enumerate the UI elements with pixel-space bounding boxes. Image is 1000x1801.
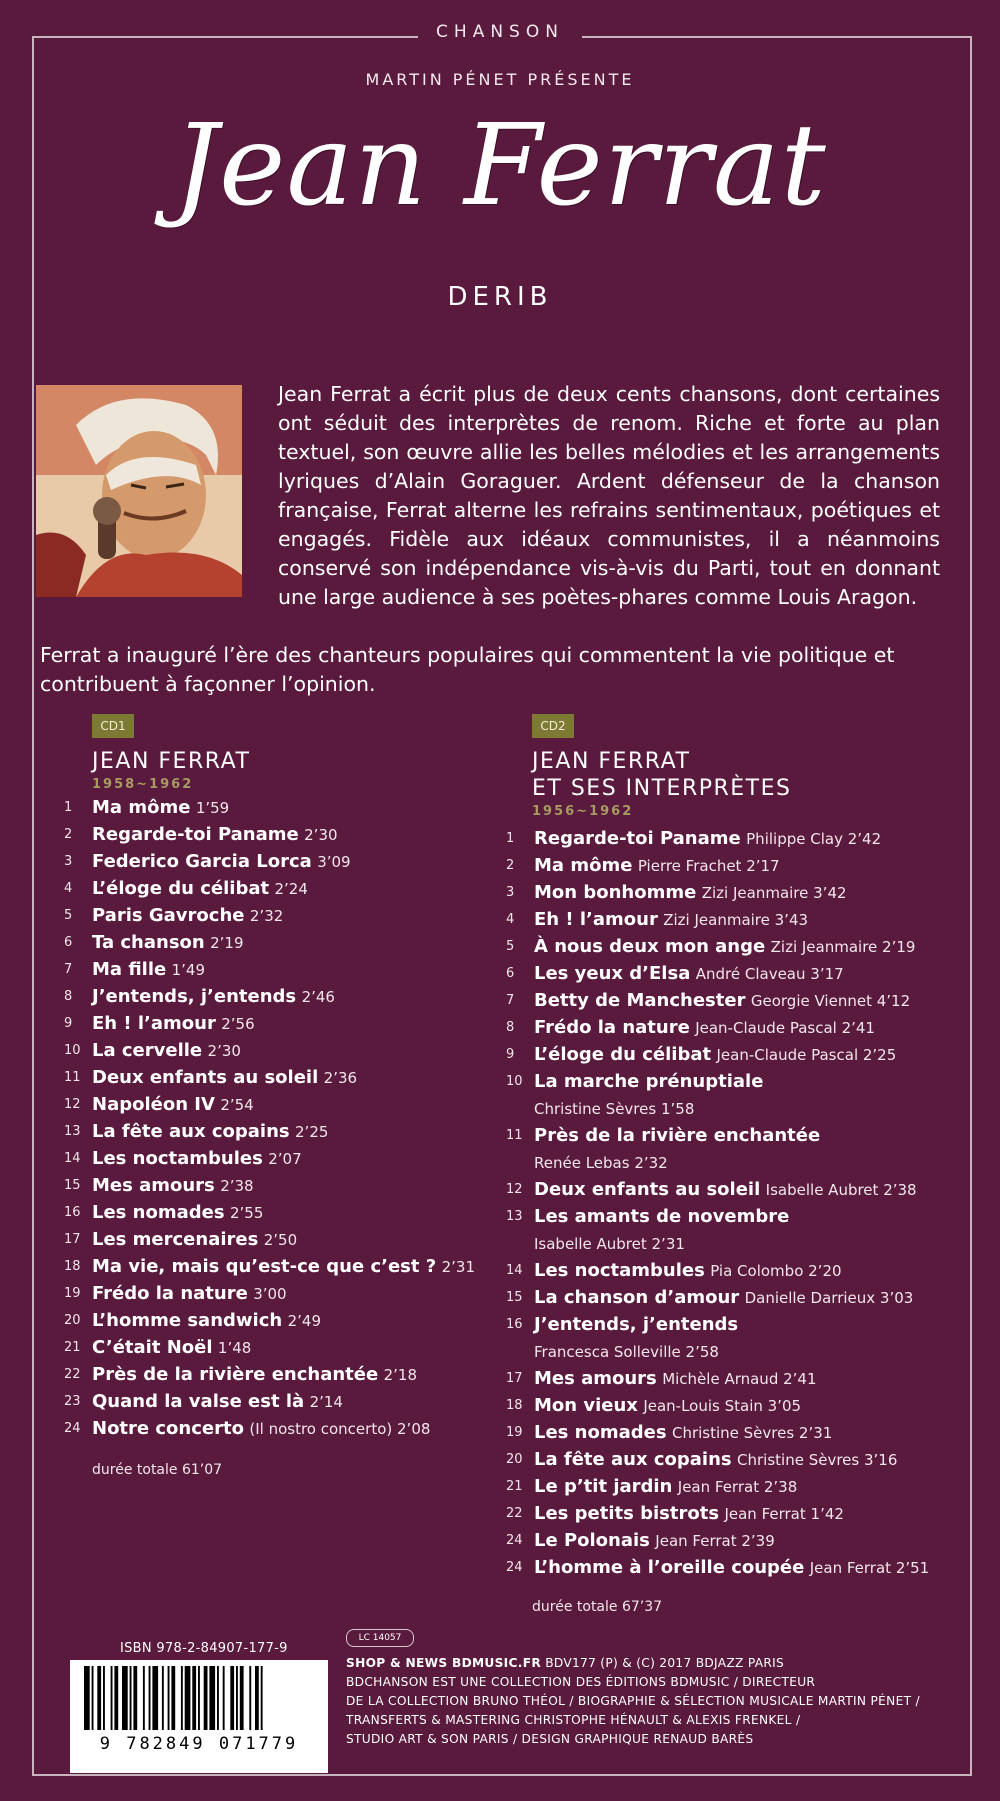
track-row: [64, 1226, 464, 1253]
track-number: 16: [506, 1317, 523, 1332]
track-text: [534, 1041, 896, 1069]
track-text: [534, 1014, 875, 1042]
track-text: [92, 929, 244, 957]
track-row: [64, 1388, 464, 1415]
track-row: [64, 1172, 464, 1199]
track-text: [92, 1145, 302, 1173]
track-title: Betty de Manchester: [534, 990, 746, 1011]
track-number: 12: [64, 1097, 81, 1112]
track-row: [506, 1446, 976, 1473]
barcode-bar: [261, 1666, 263, 1730]
track-info: 2’56: [221, 1015, 255, 1033]
track-title: Le Polonais: [534, 1530, 650, 1551]
barcode-bar: [217, 1666, 219, 1730]
track-text: [92, 875, 308, 903]
track-title: Frédo la nature: [534, 1017, 690, 1038]
barcode-bar: [249, 1666, 251, 1730]
track-row: [64, 794, 464, 821]
cd1-tracklist: [64, 794, 476, 1442]
track-info: Jean-Claude Pascal 2’41: [695, 1019, 875, 1037]
track-title: J’entends, j’entends: [534, 1314, 739, 1335]
track-row: [64, 821, 464, 848]
track-text: [534, 1419, 832, 1447]
track-row: [506, 1473, 976, 1500]
artist-title: Jean Ferrat: [173, 101, 827, 231]
track-row: [506, 1311, 976, 1365]
track-number: 24: [506, 1560, 523, 1575]
barcode-bar: [97, 1666, 101, 1730]
track-title: Paris Gavroche: [92, 905, 245, 926]
barcode-bar: [84, 1666, 90, 1730]
track-text: [92, 956, 205, 984]
track-text: [534, 825, 881, 853]
track-text: [92, 1415, 430, 1443]
track-row: [506, 906, 976, 933]
track-row: [64, 1037, 464, 1064]
track-number: 15: [64, 1178, 81, 1193]
track-title: Napoléon IV: [92, 1094, 215, 1115]
track-text: [92, 821, 338, 849]
track-row: [64, 956, 464, 983]
track-number: 1: [64, 800, 73, 815]
biography-paragraph-continued: Ferrat a inauguré l’ère des chanteurs populaires qui commentent la vie politique et contribuent à façonner l’opinion.: [40, 643, 895, 696]
track-number: 22: [64, 1367, 81, 1382]
barcode-bar: [92, 1666, 94, 1730]
barcode-bar: [149, 1666, 151, 1730]
track-title: L’éloge du célibat: [534, 1044, 712, 1065]
track-info: Zizi Jeanmaire 3’43: [663, 911, 809, 929]
track-info: 2’19: [210, 934, 244, 952]
track-number: 14: [506, 1263, 523, 1278]
track-text: [92, 1226, 297, 1254]
track-text: [534, 1122, 820, 1177]
track-number: 6: [64, 935, 73, 950]
track-row: [506, 1257, 976, 1284]
barcode-bar: [192, 1666, 196, 1730]
track-title: Mes amours: [92, 1175, 215, 1196]
track-text: [534, 1446, 897, 1474]
track-text: [534, 1500, 844, 1528]
track-row: [506, 1068, 976, 1122]
isbn-text: ISBN 978-2-84907-177-9: [120, 1641, 288, 1656]
track-title: La fête aux copains: [92, 1121, 290, 1142]
barcode-bar: [255, 1666, 259, 1730]
track-row: [64, 1415, 464, 1442]
barcode-digits: 9 782849 071779: [99, 1734, 299, 1754]
track-text: [534, 1068, 763, 1123]
track-row: [64, 1361, 464, 1388]
track-number: 6: [506, 966, 515, 981]
cd2-total-duration: durée totale 67’37: [532, 1599, 663, 1615]
track-performer: Renée Lebas 2’32: [534, 1154, 668, 1172]
track-title: Deux enfants au soleil: [92, 1067, 319, 1088]
cd2-tracklist: [506, 825, 976, 1581]
track-row: [64, 983, 464, 1010]
track-row: [506, 1041, 976, 1068]
cd1-badge: CD1: [92, 714, 134, 738]
track-text: [534, 1554, 929, 1582]
cd1-total-duration: durée totale 61’07: [92, 1462, 223, 1478]
track-row: [64, 1091, 464, 1118]
track-row: [64, 1307, 464, 1334]
track-title: À nous deux mon ange: [534, 936, 766, 957]
track-title: Ma fille: [92, 959, 167, 980]
track-text: [534, 1392, 801, 1420]
track-number: 13: [506, 1209, 523, 1224]
track-title: Les nomades: [534, 1422, 667, 1443]
track-number: 12: [506, 1182, 523, 1197]
track-row: [64, 902, 464, 929]
credits-line-1: [346, 1654, 956, 1673]
track-row: [506, 1419, 976, 1446]
credits-line-3: DE LA COLLECTION BRUNO THÉOL / BIOGRAPHIE & SÉLECTION MUSICALE MARTIN PÉNET /: [346, 1694, 920, 1708]
track-number: 1: [506, 831, 515, 846]
credits-line-2: BDCHANSON EST UNE COLLECTION DES ÉDITIONS BDMUSIC / DIRECTEUR: [346, 1675, 816, 1689]
credits-block: [346, 1654, 956, 1749]
track-row: [506, 987, 976, 1014]
track-info: 3’09: [317, 853, 351, 871]
cd2-years: 1956~1962: [532, 804, 634, 819]
track-number: 18: [64, 1259, 81, 1274]
track-row: [506, 825, 976, 852]
track-info: 2’55: [229, 1204, 264, 1222]
track-info: 2’30: [207, 1042, 241, 1060]
track-number: 22: [506, 1506, 523, 1521]
track-text: [534, 1527, 775, 1555]
track-title: Frédo la nature: [92, 1283, 248, 1304]
track-text: [92, 983, 335, 1011]
cd2-badge: CD2: [532, 714, 574, 738]
track-number: 16: [64, 1205, 81, 1220]
barcode-bar: [240, 1666, 244, 1730]
track-number: 11: [64, 1070, 81, 1085]
track-info: Jean-Claude Pascal 2’25: [716, 1046, 897, 1064]
track-row: [64, 1010, 464, 1037]
track-text: [534, 933, 915, 961]
track-title: Les mercenaires: [92, 1229, 259, 1250]
track-title: Deux enfants au soleil: [534, 1179, 761, 1200]
track-text: [534, 879, 847, 907]
track-info: 2’54: [220, 1096, 254, 1114]
track-text: [92, 1037, 241, 1065]
track-row: [506, 1203, 976, 1257]
track-row: [506, 1554, 976, 1581]
track-info: 2’24: [274, 880, 308, 898]
barcode-bar: [122, 1666, 128, 1730]
track-text: [534, 1311, 738, 1366]
track-text: [534, 1203, 789, 1258]
track-title: La marche prénuptiale: [534, 1071, 764, 1092]
series-label: CHANSON: [0, 22, 1000, 42]
track-text: [92, 1091, 254, 1119]
track-number: 8: [506, 1020, 515, 1035]
track-number: 17: [506, 1371, 523, 1386]
track-info: Philippe Clay 2’42: [746, 830, 882, 848]
track-text: [534, 852, 780, 880]
portrait-illustration: [36, 385, 242, 597]
track-info: (Il nostro concerto) 2’08: [249, 1420, 431, 1438]
track-row: [64, 1064, 464, 1091]
track-row: [64, 1280, 464, 1307]
track-number: 14: [64, 1151, 81, 1166]
track-row: [506, 879, 976, 906]
track-number: 20: [506, 1452, 523, 1467]
track-info: 3’00: [253, 1285, 287, 1303]
track-number: 24: [506, 1533, 523, 1548]
track-number: 21: [506, 1479, 523, 1494]
track-info: 2’30: [304, 826, 338, 844]
track-row: [506, 933, 976, 960]
copyright-text: BDV177 (P) & (C) 2017 BDJAZZ PARIS: [545, 1656, 785, 1670]
track-text: [92, 1280, 287, 1308]
track-text: [534, 906, 808, 934]
track-number: 19: [64, 1286, 81, 1301]
track-info: Jean-Louis Stain 3’05: [643, 1397, 802, 1415]
track-number: 10: [64, 1043, 81, 1058]
barcode-bar: [209, 1666, 215, 1730]
track-title: Regarde-toi Paname: [534, 828, 741, 849]
barcode-bar: [230, 1666, 234, 1730]
track-info: Pia Colombo 2’20: [710, 1262, 842, 1280]
track-text: [92, 794, 229, 822]
track-info: Zizi Jeanmaire 2’19: [770, 938, 916, 956]
track-title: Regarde-toi Paname: [92, 824, 299, 845]
track-info: 2’49: [287, 1312, 321, 1330]
barcode-bar: [223, 1666, 225, 1730]
track-title: Les nomades: [92, 1202, 225, 1223]
track-row: [64, 1334, 464, 1361]
track-info: 2’38: [220, 1177, 254, 1195]
track-title: Mon vieux: [534, 1395, 638, 1416]
track-number: 13: [64, 1124, 81, 1139]
track-text: [92, 1388, 343, 1416]
credits-line-5: STUDIO ART & SON PARIS / DESIGN GRAPHIQUE RENAUD BARÈS: [346, 1732, 754, 1746]
track-info: Pierre Frachet 2’17: [637, 857, 780, 875]
track-number: 9: [506, 1047, 515, 1062]
track-info: 2’14: [309, 1393, 343, 1411]
credits-line-4: TRANSFERTS & MASTERING CHRISTOPHE HÉNAULT & ALEXIS FRENKEL /: [346, 1713, 801, 1727]
track-row: [64, 929, 464, 956]
track-info: Danielle Darrieux 3’03: [744, 1289, 914, 1307]
biography-paragraph: Jean Ferrat a écrit plus de deux cents chansons, dont certaines ont séduit des interprètes de renom. Riche et forte au plan textuel, son œuvre allie les belles mélodies et les arrangements lyriques d’Alain Goraguer. Ardent défenseur de la chanson française, Ferrat alterne les refrains sentimentaux, poétiques et engagés. Fidèle aux idéaux communistes, il a néanmoins conservé son indépendance vis-à-vis du Parti, tout en donnant une large audience à ses poètes-phares comme Louis Aragon.: [278, 382, 940, 609]
cd2-title-line1: JEAN FERRAT: [532, 749, 691, 774]
track-title: Ma môme: [534, 855, 633, 876]
barcode-bar: [103, 1666, 105, 1730]
track-info: Christine Sèvres 3’16: [737, 1451, 898, 1469]
barcode-bar: [143, 1666, 145, 1730]
track-number: 9: [64, 1016, 73, 1031]
track-number: 17: [64, 1232, 81, 1247]
barcode-bar: [185, 1666, 191, 1730]
track-number: 4: [506, 912, 515, 927]
track-info: Michèle Arnaud 2’41: [662, 1370, 817, 1388]
track-number: 2: [64, 827, 73, 842]
track-number: 2: [506, 858, 515, 873]
track-number: 7: [506, 993, 515, 1008]
barcode-bar: [133, 1666, 137, 1730]
track-number: 21: [64, 1340, 81, 1355]
track-info: 1’48: [217, 1339, 252, 1357]
track-row: [64, 1118, 464, 1145]
track-info: Jean Ferrat 2’51: [809, 1559, 930, 1577]
track-title: Eh ! l’amour: [92, 1013, 216, 1034]
illustrator-name: DERIB: [447, 282, 553, 312]
track-info: 2’25: [295, 1123, 329, 1141]
track-text: [534, 1257, 842, 1285]
track-row: [506, 1284, 976, 1311]
track-text: [92, 1118, 328, 1146]
track-title: Federico Garcia Lorca: [92, 851, 312, 872]
track-title: Eh ! l’amour: [534, 909, 658, 930]
track-title: La chanson d’amour: [534, 1287, 740, 1308]
track-info: 2’36: [323, 1069, 358, 1087]
barcode-bar: [162, 1666, 164, 1730]
track-title: Ma môme: [92, 797, 191, 818]
track-number: 3: [506, 885, 515, 900]
track-number: 15: [506, 1290, 523, 1305]
track-title: L’homme à l’oreille coupée: [534, 1557, 805, 1578]
barcode-bar: [152, 1666, 158, 1730]
track-row: [506, 1014, 976, 1041]
track-title: Les amants de novembre: [534, 1206, 790, 1227]
track-title: Près de la rivière enchantée: [92, 1364, 379, 1385]
track-number: 3: [64, 854, 73, 869]
track-title: Le p’tit jardin: [534, 1476, 673, 1497]
barcode-bar: [236, 1666, 238, 1730]
track-text: [534, 1176, 917, 1204]
track-text: [534, 987, 910, 1015]
barcode-bar: [130, 1666, 132, 1730]
track-row: [506, 1176, 976, 1203]
track-info: Zizi Jeanmaire 3’42: [701, 884, 847, 902]
track-title: Notre concerto: [92, 1418, 244, 1439]
barcode-bar: [171, 1666, 175, 1730]
track-title: Quand la valse est là: [92, 1391, 305, 1412]
track-title: Les noctambules: [534, 1260, 705, 1281]
presenter-line: MARTIN PÉNET PRÉSENTE: [365, 70, 635, 89]
track-info: Christine Sèvres 2’31: [671, 1424, 833, 1442]
barcode-bar: [181, 1666, 183, 1730]
track-text: [92, 1334, 251, 1362]
track-title: Près de la rivière enchantée: [534, 1125, 821, 1146]
track-title: Les petits bistrots: [534, 1503, 720, 1524]
track-row: [506, 1500, 976, 1527]
barcode: [70, 1660, 328, 1773]
track-info: 2’32: [249, 907, 284, 925]
track-text: [534, 1473, 797, 1501]
track-info: 1’59: [195, 799, 230, 817]
track-row: [64, 1253, 476, 1280]
track-row: [506, 1527, 976, 1554]
track-info: 2’50: [263, 1231, 298, 1249]
track-row: [64, 875, 464, 902]
track-info: 2’46: [301, 988, 335, 1006]
track-number: 8: [64, 989, 73, 1004]
track-title: Les yeux d’Elsa: [534, 963, 691, 984]
track-title: La cervelle: [92, 1040, 203, 1061]
cd2-title-line2: ET SES INTERPRÈTES: [532, 776, 792, 801]
cd1-years: 1958~1962: [92, 777, 194, 792]
track-title: Ta chanson: [92, 932, 205, 953]
track-row: [506, 852, 976, 879]
track-info: Georgie Viennet 4’12: [750, 992, 911, 1010]
track-text: [92, 1010, 255, 1038]
track-number: 5: [64, 908, 73, 923]
track-info: 1’49: [171, 961, 206, 979]
track-text: [92, 1172, 254, 1200]
track-info: 2’07: [268, 1150, 302, 1168]
track-number: 10: [506, 1074, 523, 1089]
track-text: [92, 1253, 475, 1281]
track-number: 4: [64, 881, 73, 896]
track-number: 5: [506, 939, 515, 954]
track-text: [92, 1307, 321, 1335]
track-title: Les noctambules: [92, 1148, 263, 1169]
cd1-title: JEAN FERRAT: [92, 749, 251, 774]
track-performer: Christine Sèvres 1’58: [534, 1100, 695, 1118]
label-code-logo: LC 14057: [346, 1629, 414, 1647]
track-title: Ma vie, mais qu’est-ce que c’est ?: [92, 1256, 437, 1277]
track-text: [92, 1361, 417, 1389]
track-info: Jean Ferrat 2’38: [677, 1478, 798, 1496]
track-title: L’éloge du célibat: [92, 878, 270, 899]
track-title: J’entends, j’entends: [92, 986, 297, 1007]
track-text: [92, 1199, 263, 1227]
shop-news-link[interactable]: SHOP & NEWS BDMUSIC.FR: [346, 1656, 542, 1670]
barcode-bar: [204, 1666, 208, 1730]
track-text: [92, 1064, 357, 1092]
track-number: 19: [506, 1425, 523, 1440]
track-number: 11: [506, 1128, 523, 1143]
track-text: [534, 960, 844, 988]
track-text: [534, 1284, 913, 1312]
barcode-bar: [198, 1666, 200, 1730]
track-number: 18: [506, 1398, 523, 1413]
track-title: Mes amours: [534, 1368, 657, 1389]
track-text: [534, 1365, 817, 1393]
track-info: 2’18: [383, 1366, 418, 1384]
barcode-bar: [168, 1666, 170, 1730]
track-title: L’homme sandwich: [92, 1310, 283, 1331]
track-row: [64, 848, 464, 875]
track-number: 20: [64, 1313, 81, 1328]
track-info: Jean Ferrat 1’42: [724, 1505, 844, 1523]
barcode-bar: [114, 1666, 118, 1730]
track-text: [92, 848, 351, 876]
track-info: Jean Ferrat 2’39: [655, 1532, 775, 1550]
track-text: [92, 902, 283, 930]
track-info: Isabelle Aubret 2’38: [765, 1181, 917, 1199]
track-row: [506, 1122, 976, 1176]
track-info: 2’31: [441, 1258, 476, 1276]
track-row: [506, 1392, 976, 1419]
track-title: La fête aux copains: [534, 1449, 732, 1470]
track-performer: Isabelle Aubret 2’31: [534, 1235, 685, 1253]
track-number: 24: [64, 1421, 81, 1436]
track-info: André Claveau 3’17: [695, 965, 844, 983]
track-row: [64, 1199, 464, 1226]
track-row: [506, 960, 976, 987]
track-row: [506, 1365, 976, 1392]
track-number: 7: [64, 962, 73, 977]
track-title: Mon bonhomme: [534, 882, 697, 903]
track-title: C’était Noël: [92, 1337, 213, 1358]
track-number: 23: [64, 1394, 81, 1409]
barcode-bar: [111, 1666, 113, 1730]
track-row: [64, 1145, 464, 1172]
track-performer: Francesca Solleville 2’58: [534, 1343, 719, 1361]
